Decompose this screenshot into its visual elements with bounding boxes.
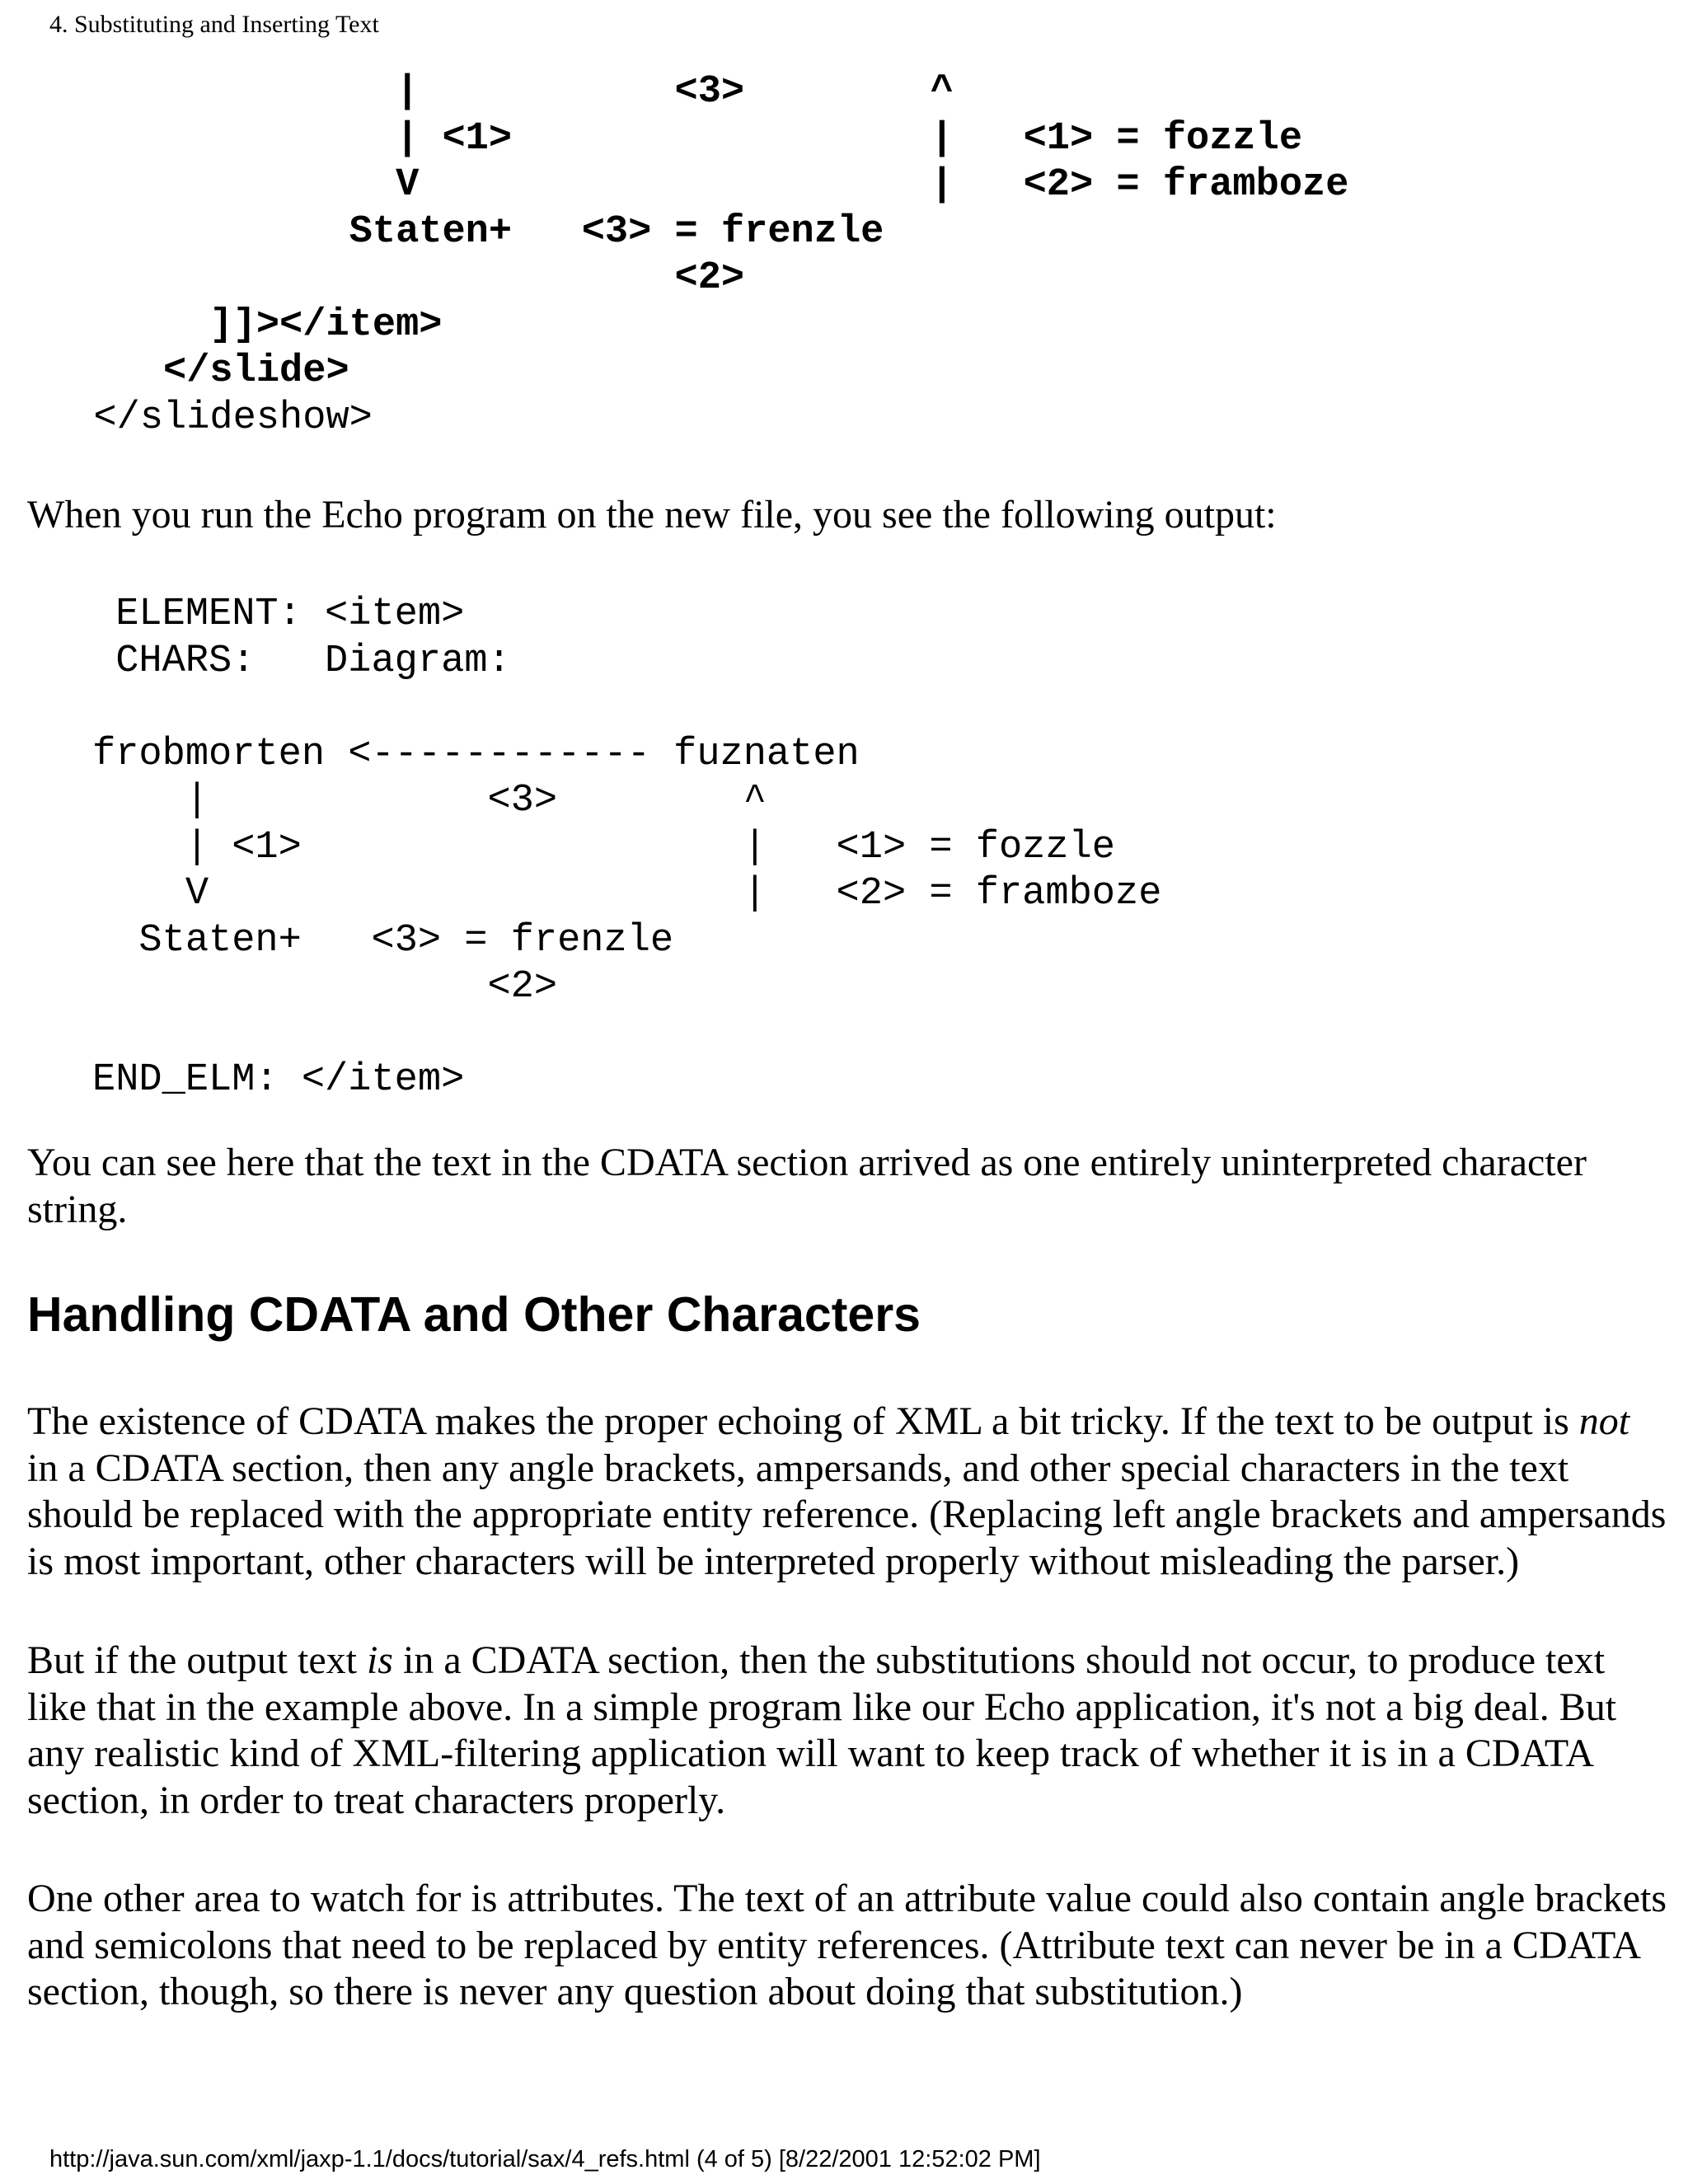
code-block-diagram-source [47,69,1348,442]
code-line: ]]></item> [47,302,443,347]
code-line: V | <2> = framboze [47,163,1349,207]
code-line: <2> [47,256,745,300]
output-line: frobmorten <------------ fuznaten [92,732,860,776]
code-line: </slide> [47,349,349,393]
code-block-echo-output [92,592,1161,1104]
paragraph-output-in-cdata [27,1638,1667,1824]
page-header: 4. Substituting and Inserting Text [49,11,379,38]
paragraph-text: The existence of CDATA makes the proper echoing of XML a bit tricky. If the text to be output is [27,1399,1579,1443]
paragraph-cdata-result: You can see here that the text in the CDATA section arrived as one entirely uninterpreted character string. [27,1141,1587,1231]
code-line: | <1> | <1> = fozzle [47,116,1303,161]
code-line: | <3> ^ [47,70,954,114]
paragraph-text: But if the output text [27,1638,367,1682]
output-line: V | <2> = framboze [92,872,1162,916]
output-line: END_ELM: </item> [92,1058,465,1102]
output-line: | <3> ^ [92,779,767,823]
output-line: Staten+ <3> = frenzle [92,918,674,963]
paragraph-intro: When you run the Echo program on the new file, you see the following output: [27,493,1277,537]
section-heading: Handling CDATA and Other Characters [27,1287,921,1342]
emphasis-text: not [1578,1399,1630,1443]
output-line: | <1> | <1> = fozzle [92,825,1116,869]
code-line-closing-tag: </slideshow> [47,396,373,440]
output-line: CHARS: Diagram: [92,639,511,683]
emphasis-text: is [366,1638,393,1682]
paragraph-attributes: One other area to watch for is attributes. The text of an attribute value could also contain angle brackets and semicolons that need to be replaced by entity references. (Attribute text can never be in a CDATA section, though, so there is never any question about doing that substitution.) [27,1877,1667,2013]
output-line: <2> [92,965,558,1009]
paragraph-text: in a CDATA section, then the substitutions should not occur, to produce text like that in the example above. In a simple program like our Echo application, it's not a big deal. But any realistic kind of XML-filtering application will want to keep track of whether it is in a CDATA section, in order to treat characters properly. [27,1638,1617,1822]
paragraph-text: in a CDATA section, then any angle brackets, ampersands, and other special characters in the text should be replaced with the appropriate entity reference. (Replacing left angle brackets and ampersands is most important, other characters will be interpreted properly without misleading the parser.) [27,1446,1667,1583]
output-line: ELEMENT: <item> [92,593,465,636]
page-footer-url: http://java.sun.com/xml/jaxp-1.1/docs/tutorial/sax/4_refs.html (4 of 5) [8/22/2001 12:52:02 PM] [49,2146,1041,2172]
code-line: Staten+ <3> = frenzle [47,209,884,254]
paragraph-cdata-existence [27,1399,1667,1585]
